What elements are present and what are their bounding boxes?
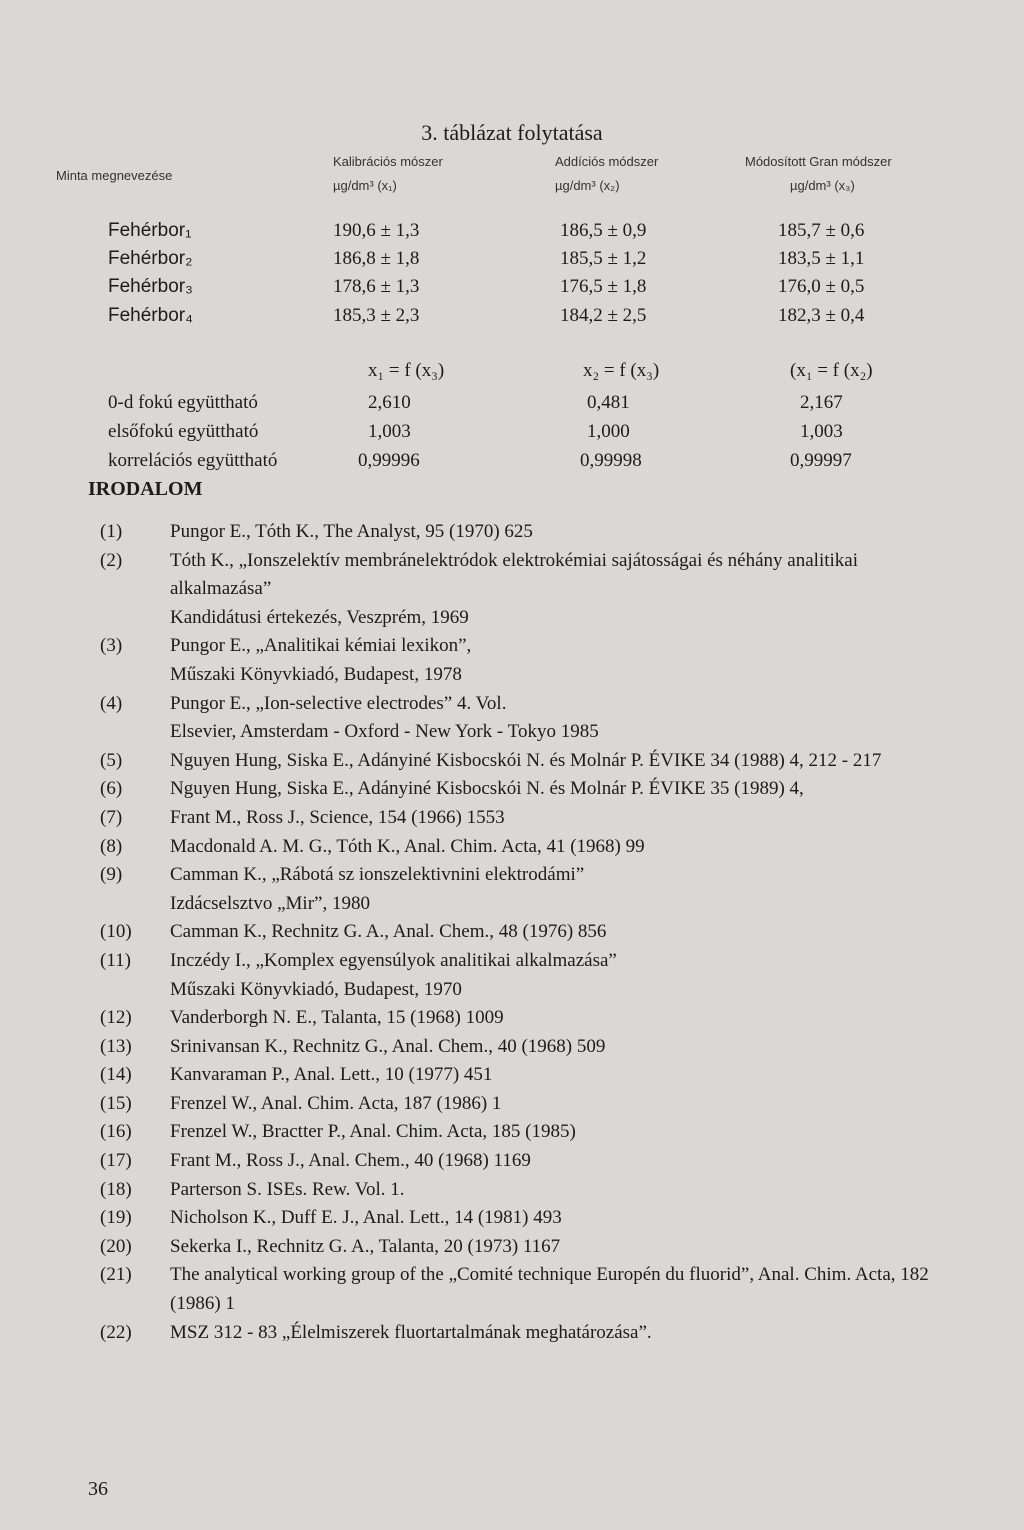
reference-number: (22) (100, 1321, 132, 1343)
reference-number: (17) (100, 1150, 132, 1172)
table-cell: 182,3 ± 0,4 (778, 305, 865, 326)
list-item (100, 1147, 960, 1176)
reference-number: (10) (100, 921, 132, 943)
table-cell: 176,0 ± 0,5 (778, 276, 865, 297)
reference-text: Macdonald A. M. G., Tóth K., Anal. Chim. Acta, 41 (1968) 99 (170, 835, 645, 857)
list-item (100, 1319, 960, 1348)
reference-text: Inczédy I., „Komplex egyensúlyok analitikai alkalmazása” (170, 949, 617, 971)
list-item (100, 804, 960, 833)
coefficient-label: elsőfokú együttható (108, 421, 259, 442)
reference-text: Frenzel W., Anal. Chim. Acta, 187 (1986) 1 (170, 1092, 502, 1114)
list-item (100, 1118, 960, 1147)
coefficient-value: 1,000 (587, 421, 630, 442)
list-item (100, 547, 960, 633)
coefficient-value: 0,481 (587, 392, 630, 413)
reference-text: Camman K., Rechnitz G. A., Anal. Chem., 48 (1976) 856 (170, 921, 607, 943)
reference-text: Pungor E., „Analitikai kémiai lexikon”, (170, 635, 472, 657)
table-cell: 178,6 ± 1,3 (333, 276, 420, 297)
column-header-1: Kalibrációs mószer (333, 154, 443, 169)
table-cell: 185,7 ± 0,6 (778, 220, 865, 241)
coefficient-label: korrelációs együttható (108, 450, 278, 471)
table-cell: 190,6 ± 1,3 (333, 220, 420, 241)
coefficient-value: 0,99996 (358, 450, 420, 471)
column-header-2: Addíciós módszer (555, 154, 659, 169)
reference-number: (11) (100, 949, 131, 971)
row-header: Minta megnevezése (56, 168, 173, 183)
table-cell: 186,5 ± 0,9 (560, 220, 647, 241)
table-cell: 185,3 ± 2,3 (333, 305, 420, 326)
reference-number: (19) (100, 1207, 132, 1229)
reference-number: (5) (100, 749, 123, 771)
reference-number: (6) (100, 778, 123, 800)
reference-text: The analytical working group of the „Comité technique Europén du fluorid”, Anal. Chim. Acta, 182 (1986) 1 (170, 1264, 929, 1315)
list-item (100, 1204, 960, 1233)
reference-number: (13) (100, 1035, 132, 1057)
list-item (100, 690, 960, 747)
reference-text: Nicholson K., Duff E. J., Anal. Lett., 14 (1981) 493 (170, 1207, 562, 1229)
table-cell: 183,5 ± 1,1 (778, 248, 865, 269)
relation-label-1: x₁ = f (x₃) (368, 360, 445, 381)
reference-text: Camman K., „Rábotá sz ionszelektivnini elektrodámi” (170, 864, 585, 886)
reference-text: Frenzel W., Bractter P., Anal. Chim. Acta, 185 (1985) (170, 1121, 576, 1143)
reference-number: (18) (100, 1178, 132, 1200)
reference-text: Parterson S. ISEs. Rew. Vol. 1. (170, 1178, 405, 1200)
reference-text: Vanderborgh N. E., Talanta, 15 (1968) 1009 (170, 1007, 504, 1029)
reference-text: Izdácselsztvo „Mir”, 1980 (170, 892, 370, 914)
reference-text: Frant M., Ross J., Science, 154 (1966) 1553 (170, 806, 505, 828)
table-title: 3. táblázat folytatása (421, 120, 603, 145)
reference-text: Pungor E., „Ion-selective electrodes” 4. Vol. (170, 692, 507, 714)
list-item (100, 833, 960, 862)
reference-text: Műszaki Könyvkiadó, Budapest, 1970 (170, 978, 462, 1000)
list-item (100, 918, 960, 947)
coefficient-value: 1,003 (368, 421, 411, 442)
row-label: Fehérbor₂ (108, 248, 193, 269)
list-item (100, 1261, 960, 1318)
row-label: Fehérbor₁ (108, 220, 192, 241)
reference-text: Kandidátusi értekezés, Veszprém, 1969 (170, 606, 469, 628)
coefficient-value: 1,003 (800, 421, 843, 442)
reference-number: (15) (100, 1092, 132, 1114)
list-item (100, 1061, 960, 1090)
reference-list (100, 518, 960, 1347)
reference-number: (1) (100, 521, 123, 542)
column-header-3: Módosított Gran módszer (745, 154, 892, 169)
relation-label-2: x₂ = f (x₃) (583, 360, 660, 381)
reference-number: (7) (100, 806, 123, 828)
reference-text: Kanvaraman P., Anal. Lett., 10 (1977) 451 (170, 1064, 493, 1086)
reference-number: (12) (100, 1007, 132, 1029)
coefficient-value: 2,167 (800, 392, 843, 413)
table-cell: 176,5 ± 1,8 (560, 276, 647, 297)
reference-text: Nguyen Hung, Siska E., Adányiné Kisbocskói N. és Molnár P. ÉVIKE 34 (1988) 4, 212 - 217 (170, 749, 882, 771)
page-number: 36 (88, 1478, 108, 1500)
relation-label-3: (x₁ = f (x₂) (790, 360, 873, 381)
reference-text: Nguyen Hung, Siska E., Adányiné Kisbocskói N. és Molnár P. ÉVIKE 35 (1989) 4, (170, 778, 804, 800)
reference-text: Srinivansan K., Rechnitz G., Anal. Chem., 40 (1968) 509 (170, 1035, 606, 1057)
reference-number: (20) (100, 1235, 132, 1257)
column-unit-3: µg/dm³ (x₃) (790, 178, 855, 193)
list-item (100, 861, 960, 918)
reference-text: Frant M., Ross J., Anal. Chem., 40 (1968) 1169 (170, 1150, 531, 1172)
reference-number: (4) (100, 692, 123, 714)
list-item (100, 1090, 960, 1119)
reference-number: (3) (100, 635, 123, 657)
list-item (100, 747, 960, 776)
list-item (100, 518, 960, 547)
reference-text: Elsevier, Amsterdam - Oxford - New York - Tokyo 1985 (170, 721, 599, 743)
reference-number: (21) (100, 1264, 132, 1286)
table-cell: 186,8 ± 1,8 (333, 248, 420, 269)
reference-text: Sekerka I., Rechnitz G. A., Talanta, 20 (1973) 1167 (170, 1235, 561, 1257)
reference-number: (16) (100, 1121, 132, 1143)
coefficient-label: 0-d fokú együttható (108, 392, 258, 413)
coefficient-value: 0,99997 (790, 450, 852, 471)
list-item (100, 1233, 960, 1262)
list-item (100, 1033, 960, 1062)
reference-text: MSZ 312 - 83 „Élelmiszerek fluortartalmának meghatározása”. (170, 1321, 652, 1343)
coefficient-value: 2,610 (368, 392, 411, 413)
reference-number: (8) (100, 835, 123, 857)
list-item (100, 775, 960, 804)
table-cell: 185,5 ± 1,2 (560, 248, 647, 269)
row-label: Fehérbor₃ (108, 276, 193, 297)
list-item (100, 1176, 960, 1205)
coefficient-value: 0,99998 (580, 450, 642, 471)
list-item (100, 632, 960, 689)
table-cell: 184,2 ± 2,5 (560, 305, 647, 326)
reference-text: Pungor E., Tóth K., The Analyst, 95 (1970) 625 (170, 521, 533, 542)
reference-number: (9) (100, 864, 123, 886)
list-item (100, 947, 960, 1004)
reference-number: (2) (100, 549, 123, 571)
reference-number: (14) (100, 1064, 132, 1086)
column-unit-1: µg/dm³ (x₁) (333, 178, 397, 193)
row-label: Fehérbor₄ (108, 305, 193, 326)
references-heading: IRODALOM (88, 478, 203, 500)
list-item (100, 1004, 960, 1033)
reference-text: Műszaki Könyvkiadó, Budapest, 1978 (170, 663, 462, 685)
column-unit-2: µg/dm³ (x₂) (555, 178, 620, 193)
reference-text: Tóth K., „Ionszelektív membránelektródok elektrokémiai sajátosságai és néhány analitikai alkalmazása” (170, 549, 858, 600)
